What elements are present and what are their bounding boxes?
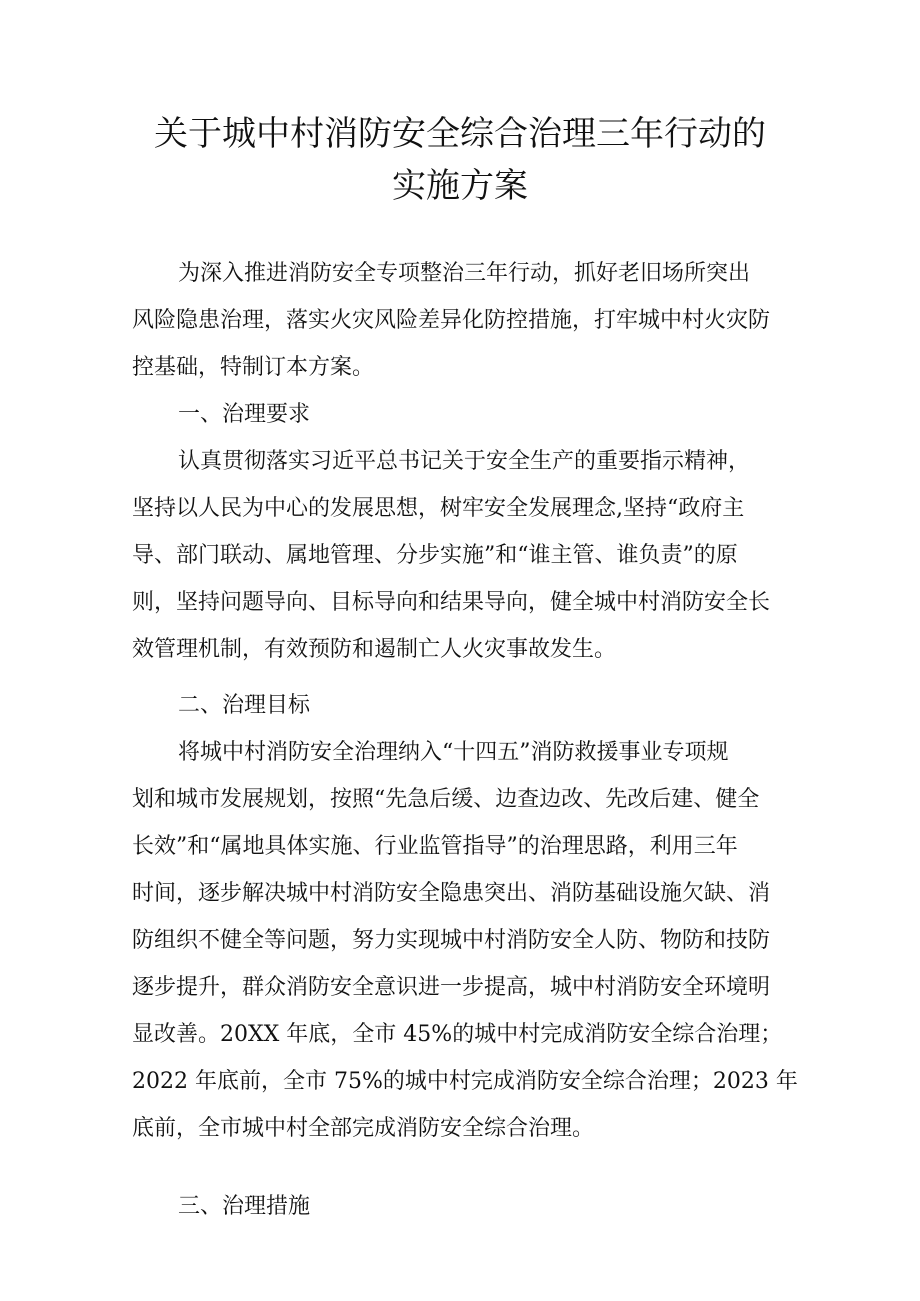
section1-line: 导、部门联动、属地管理、分步实施”和“谁主管、谁负责”的原 [132, 543, 738, 568]
section1-heading: 一、治理要求 [178, 402, 311, 427]
section1-paragraph [132, 438, 792, 673]
document-title-line2: 实施方案 [392, 166, 528, 206]
section2-line: 将城中村消防安全治理纳入“十四五”消防救援事业专项规 [178, 740, 729, 765]
section1-line: 坚持以人民为中心的发展思想，树牢安全发展理念,坚持“政府主 [132, 496, 745, 521]
section2-line: 显改善。20XX 年底，全市 45%的城中村完成消防安全综合治理； [132, 1022, 783, 1047]
intro-line: 风险隐患治理，落实火灾风险差异化防控措施，打牢城中村火灾防 [132, 308, 771, 333]
document-title-line1: 关于城中村消防安全综合治理三年行动的 [154, 114, 766, 154]
section1-line: 效管理机制，有效预防和遏制亡人火灾事故发生。 [132, 637, 617, 662]
section2-line: 长效”和“属地具体实施、行业监管指导”的治理思路，利用三年 [132, 834, 738, 859]
section2-line: 时间，逐步解决城中村消防安全隐患突出、消防基础设施欠缺、消 [132, 881, 771, 906]
intro-line: 控基础，特制订本方案。 [132, 355, 375, 380]
section2-line: 2022 年底前，全市 75%的城中村完成消防安全综合治理；2023 年 [132, 1069, 798, 1094]
intro-paragraph [132, 250, 792, 391]
section2-line: 底前，全市城中村全部完成消防安全综合治理。 [132, 1116, 595, 1141]
section1-line: 认真贯彻落实习近平总书记关于安全生产的重要指示精神， [178, 449, 751, 474]
section2-line: 防组织不健全等问题，努力实现城中村消防安全人防、物防和技防 [132, 928, 771, 953]
section2-line: 划和城市发展规划，按照“先急后缓、边查边改、先改后建、健全 [132, 787, 760, 812]
section2-paragraph [132, 729, 798, 1152]
section3-heading: 三、治理措施 [178, 1194, 311, 1219]
section2-line: 逐步提升，群众消防安全意识进一步提高，城中村消防安全环境明 [132, 975, 771, 1000]
section1-line: 则，坚持问题导向、目标导向和结果导向，健全城中村消防安全长 [132, 590, 771, 615]
section2-heading: 二、治理目标 [178, 693, 311, 718]
intro-line: 为深入推进消防安全专项整治三年行动，抓好老旧场所突出 [178, 261, 751, 286]
